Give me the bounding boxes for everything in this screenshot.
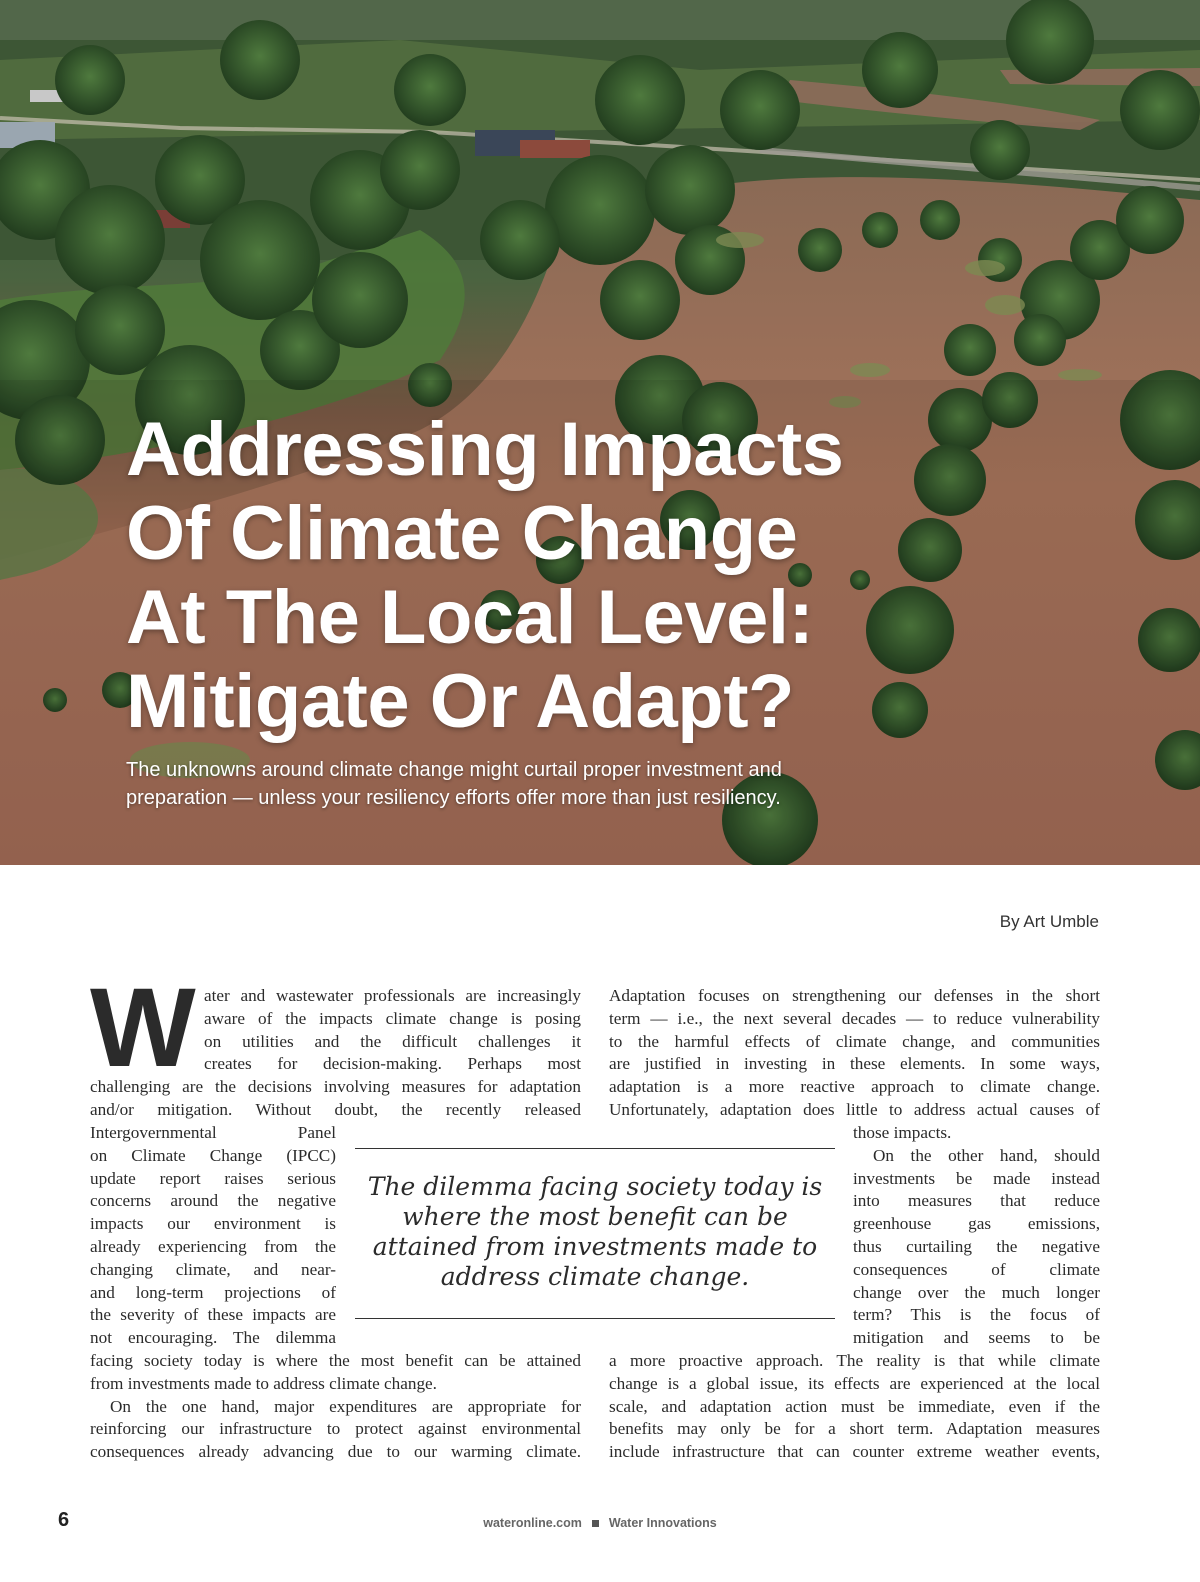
- text-line: challenging are the decisions involving measures for adaptation: [90, 1077, 581, 1096]
- text-line: ater and wastewater professionals are increasingly: [204, 986, 581, 1005]
- text-line: term? This is the focus of: [853, 1305, 1100, 1325]
- article-deck: [126, 756, 886, 812]
- text-line: benefits may only be for a short term. Adaptation measures: [609, 1419, 1100, 1439]
- text-line: On the one hand, major expenditures are appropriate for: [110, 1396, 581, 1416]
- pull-quote-bottom-rule: [355, 1318, 835, 1319]
- text-line: and long-term projections of: [90, 1282, 336, 1302]
- text-line: reinforcing our infrastructure to protect against environmental: [90, 1419, 581, 1439]
- pull-quote-top-rule: [355, 1148, 835, 1149]
- text-line: adaptation is a more reactive approach to climate change.: [609, 1077, 1100, 1097]
- left-column-bottom: [90, 1350, 581, 1464]
- text-line: on Climate Change (IPCC): [90, 1145, 336, 1165]
- text-line: Unfortunately, adaptation does little to address actual causes of: [609, 1099, 1100, 1119]
- text-line: aware of the impacts climate change is posing: [204, 1008, 581, 1028]
- text-line: Adaptation focuses on strengthening our defenses in the short: [609, 986, 1100, 1005]
- text-line: change is a global issue, its effects are experienced at the local: [609, 1373, 1100, 1393]
- text-line: Intergovernmental Panel: [90, 1123, 336, 1142]
- left-column-intro: [204, 985, 581, 1076]
- byline: By Art Umble: [999, 912, 1099, 931]
- text-line: consequences already advancing due to our warming climate.: [90, 1442, 581, 1462]
- text-line: into measures that reduce: [853, 1191, 1100, 1211]
- text-line: include infrastructure that can counter extreme weather events,: [609, 1442, 1100, 1462]
- right-column-narrow: [853, 1122, 1100, 1350]
- text-line: facing society today is where the most benefit can be attained: [90, 1351, 581, 1370]
- square-separator-icon: [592, 1520, 599, 1527]
- pull-quote: [355, 1172, 835, 1292]
- pull-quote-line: The dilemma facing society today is: [367, 1172, 823, 1201]
- pull-quote-line: where the most benefit can be: [402, 1202, 788, 1231]
- deck-line: preparation — unless your resiliency efforts offer more than just resiliency.: [126, 787, 781, 809]
- text-line: from investments made to address climate change.: [90, 1373, 437, 1393]
- text-line: creates for decision-making. Perhaps most: [204, 1054, 581, 1074]
- text-line: update report raises serious: [90, 1168, 336, 1188]
- left-column-narrow: [90, 1122, 336, 1350]
- title-line: At The Local Level:: [126, 575, 814, 660]
- text-line: the severity of these impacts are: [90, 1305, 336, 1325]
- right-column-top: [609, 985, 1100, 1122]
- text-line: change over the much longer: [853, 1282, 1100, 1302]
- title-line: Addressing Impacts: [126, 407, 844, 492]
- text-line: not encouraging. The dilemma: [90, 1328, 336, 1348]
- text-line: changing climate, and near-: [90, 1259, 336, 1279]
- left-column-full: [90, 1076, 581, 1122]
- pull-quote-line: address climate change.: [440, 1262, 750, 1291]
- deck-line: The unknowns around climate change might curtail proper investment and: [126, 759, 782, 781]
- text-line: and/or mitigation. Without doubt, the recently released: [90, 1099, 581, 1119]
- text-line: already experiencing from the: [90, 1236, 336, 1256]
- text-line: investments be made instead: [853, 1168, 1100, 1188]
- pull-quote-line: attained from investments made to: [372, 1232, 818, 1261]
- text-line: impacts our environment is: [90, 1214, 336, 1234]
- text-line: a more proactive approach. The reality is that while climate: [609, 1351, 1100, 1370]
- text-line: concerns around the negative: [90, 1191, 336, 1211]
- text-line: thus curtailing the negative: [853, 1236, 1100, 1256]
- title-line: Of Climate Change: [126, 491, 798, 576]
- page-number: 6: [58, 1509, 70, 1531]
- footer-credit: [0, 1516, 1200, 1530]
- drop-cap: W: [90, 965, 196, 1090]
- footer-site-link[interactable]: wateronline.com: [483, 1516, 582, 1530]
- text-line: term — i.e., the next several decades — to reduce vulnerability: [609, 1008, 1100, 1028]
- text-line: On the other hand, should: [873, 1145, 1100, 1165]
- right-column-bottom: [609, 1350, 1100, 1464]
- text-line: mitigation and seems to be: [853, 1328, 1100, 1348]
- footer-publication: Water Innovations: [608, 1516, 717, 1530]
- text-line: consequences of climate: [853, 1259, 1100, 1279]
- article-title: [126, 408, 886, 744]
- text-line: scale, and adaptation action must be immediate, even if the: [609, 1396, 1100, 1416]
- text-line: on utilities and the difficult challenges it: [204, 1031, 581, 1051]
- title-line: Mitigate Or Adapt?: [126, 659, 794, 744]
- text-line: greenhouse gas emissions,: [853, 1214, 1100, 1234]
- text-line: are justified in investing in these elements. In some ways,: [609, 1054, 1100, 1074]
- text-line: those impacts.: [853, 1123, 952, 1142]
- text-line: to the harmful effects of climate change, and communities: [609, 1031, 1100, 1051]
